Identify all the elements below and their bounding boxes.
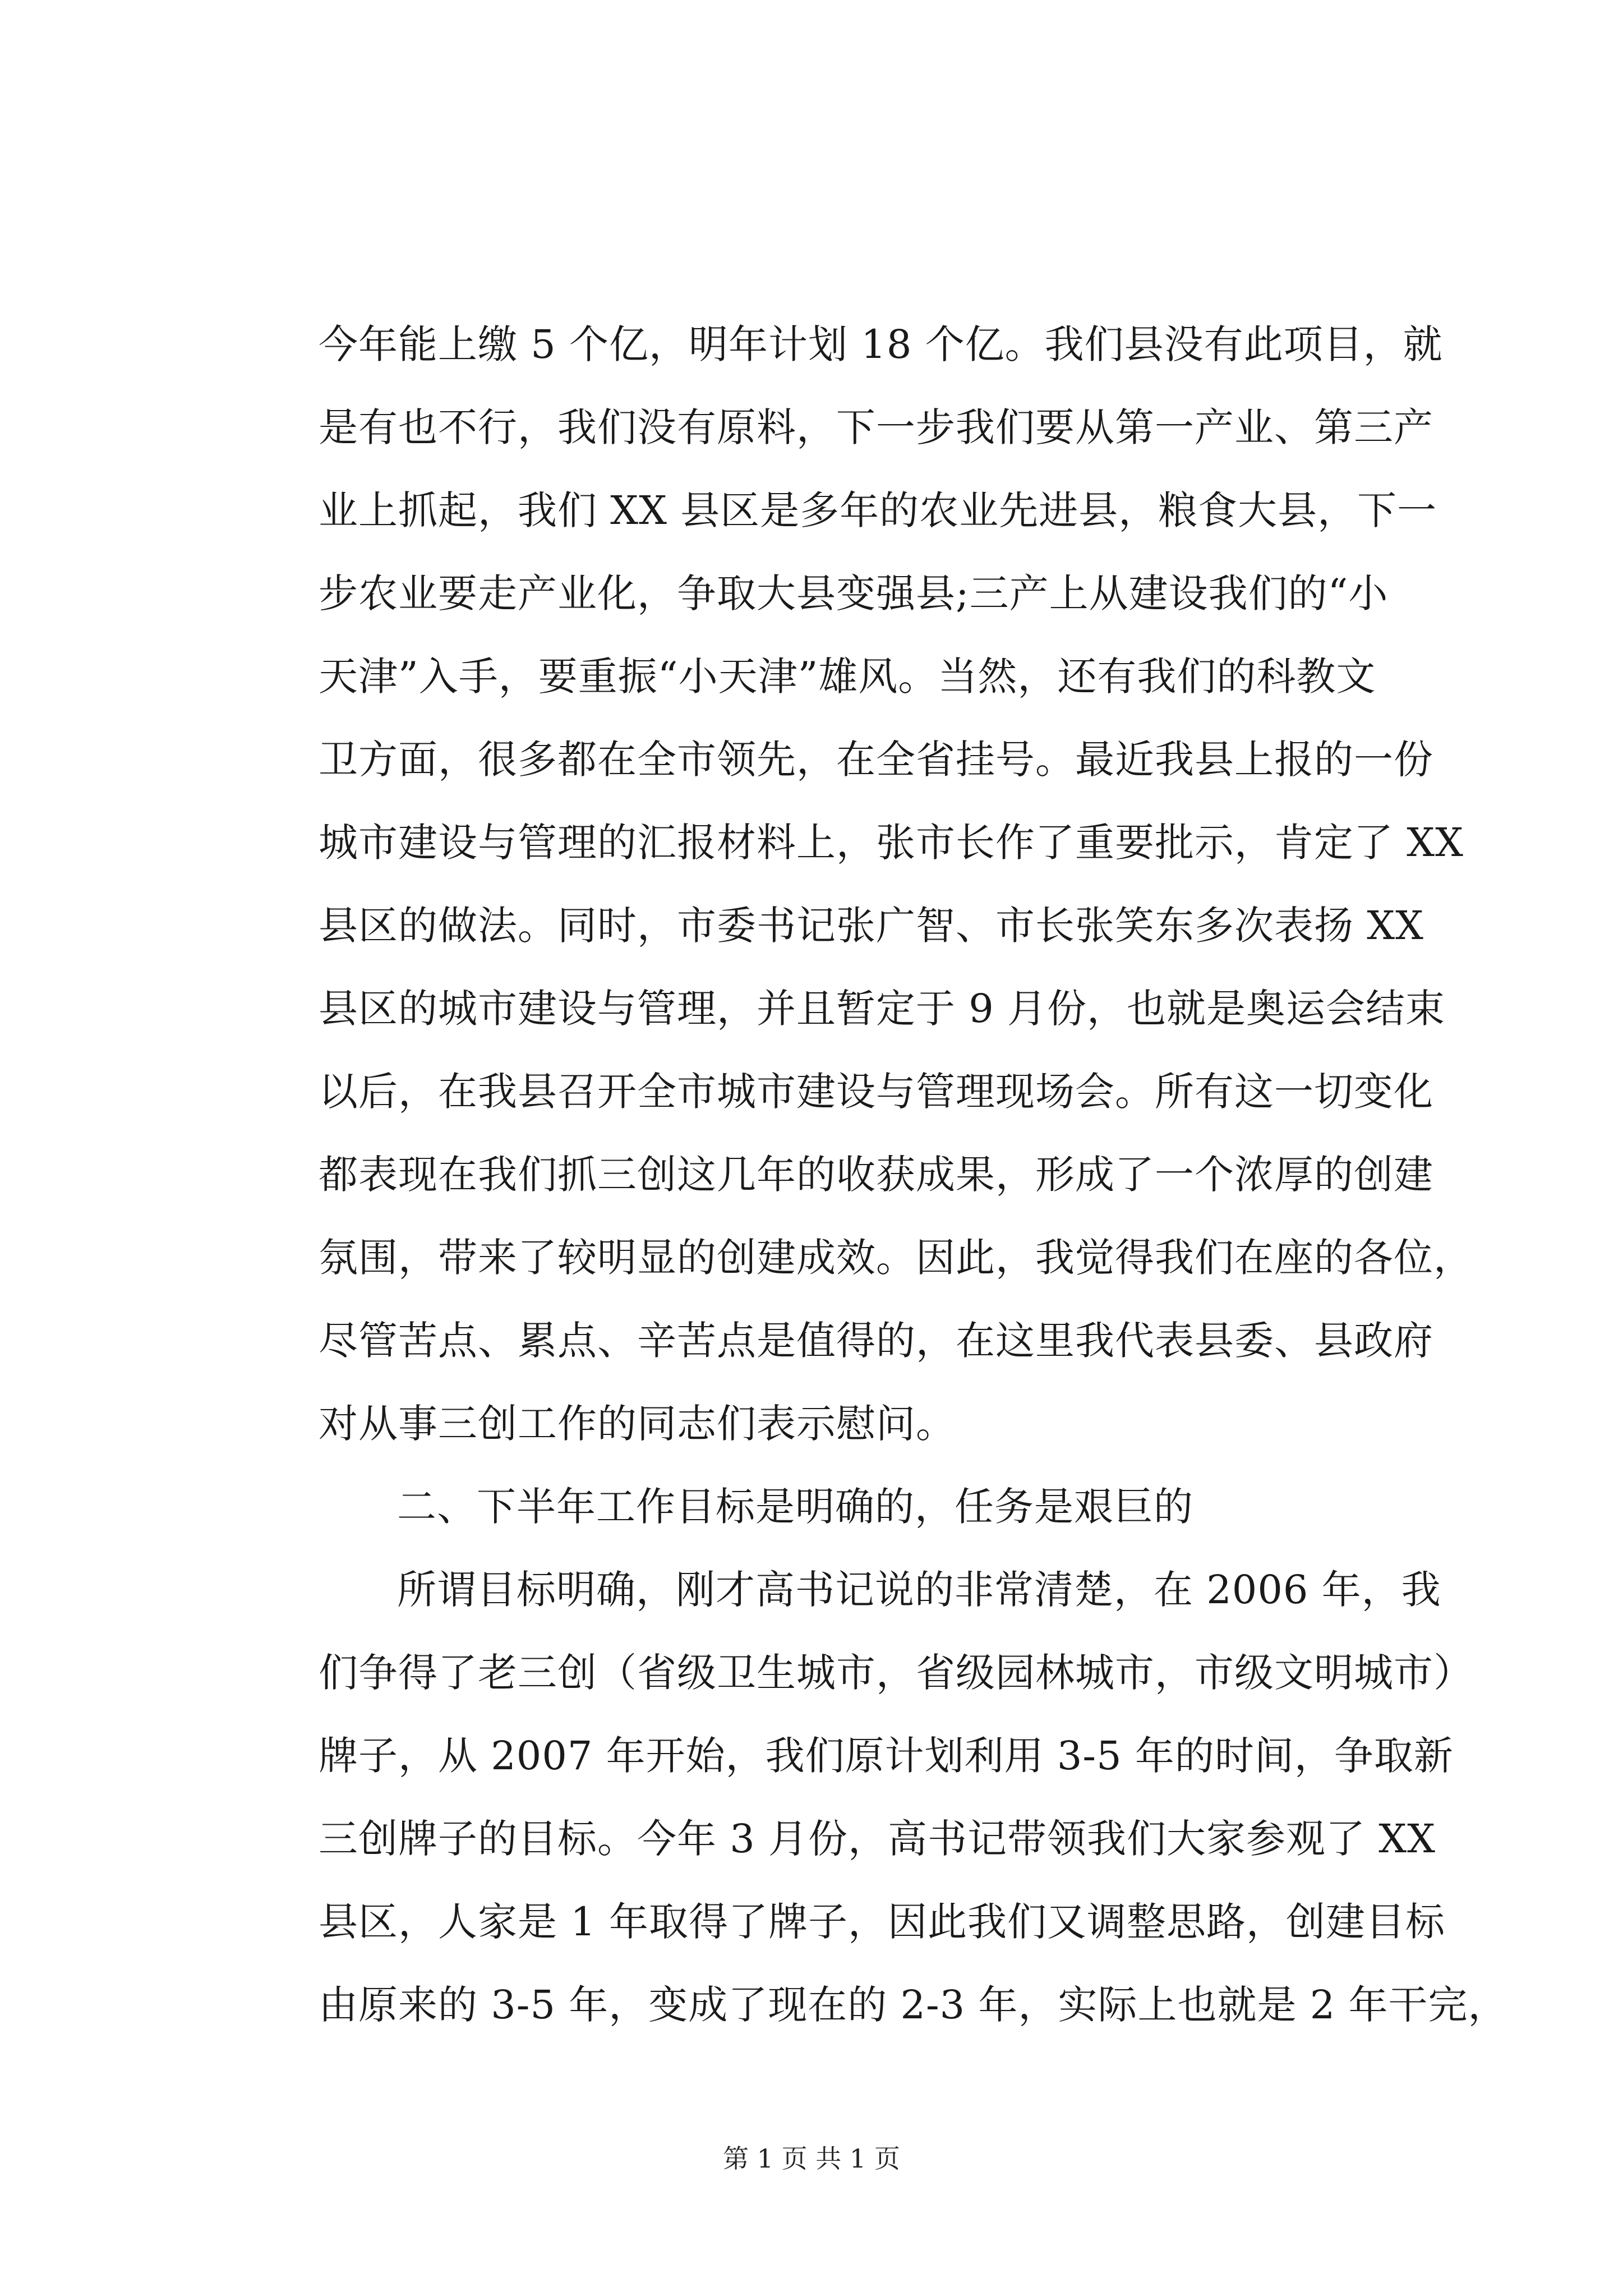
text-line: 城市建设与管理的汇报材料上，张市长作了重要批示，肯定了 XX [319,820,1464,866]
text-line: 对从事三创工作的同志们表示慰问。 [319,1401,956,1447]
text-line: 牌子，从 2007 年开始，我们原计划利用 3-5 年的时间，争取新 [319,1733,1454,1779]
text-line: 由原来的 3-5 年，变成了现在的 2-3 年，实际上也就是 2 年干完， [319,1982,1508,2028]
text-line: 是有也不行，我们没有原料，下一步我们要从第一产业、第三产 [319,404,1433,450]
text-line: 都表现在我们抓三创这几年的收获成果，形成了一个浓厚的创建 [319,1152,1433,1198]
text-line: 所谓目标明确，刚才高书记说的非常清楚，在 2006 年，我 [397,1567,1441,1613]
text-line: 县区的城市建设与管理，并且暂定于 9 月份，也就是奥运会结束 [319,986,1446,1032]
text-line: 氛围，带来了较明显的创建成效。因此，我觉得我们在座的各位， [319,1235,1473,1281]
document-body [319,303,1508,2046]
text-line: 县区，人家是 1 年取得了牌子，因此我们又调整思路，创建目标 [319,1899,1446,1945]
page-number-footer: 第 1 页 共 1 页 [723,2143,900,2174]
text-line: 尽管苦点、累点、辛苦点是值得的，在这里我代表县委、县政府 [319,1318,1433,1364]
text-line: 业上抓起，我们 XX 县区是多年的农业先进县，粮食大县，下一 [319,487,1437,533]
text-line: 县区的做法。同时，市委书记张广智、市长张笑东多次表扬 XX [319,903,1424,949]
text-line: 们争得了老三创（省级卫生城市，省级园林城市，市级文明城市） [319,1650,1473,1696]
text-line: 步农业要走产业化，争取大县变强县;三产上从建设我们的“小 [319,570,1389,616]
text-line: 天津”入手，要重振“小天津”雄风。当然，还有我们的科教文 [319,654,1376,700]
text-line: 今年能上缴 5 个亿，明年计划 18 个亿。我们县没有此项目，就 [319,321,1443,367]
section-heading: 二、下半年工作目标是明确的，任务是艰巨的 [397,1484,1193,1530]
text-line: 卫方面，很多都在全市领先，在全省挂号。最近我县上报的一份 [319,737,1433,783]
text-line: 以后，在我县召开全市城市建设与管理现场会。所有这一切变化 [319,1069,1433,1115]
text-line: 三创牌子的目标。今年 3 月份，高书记带领我们大家参观了 XX [319,1816,1436,1862]
